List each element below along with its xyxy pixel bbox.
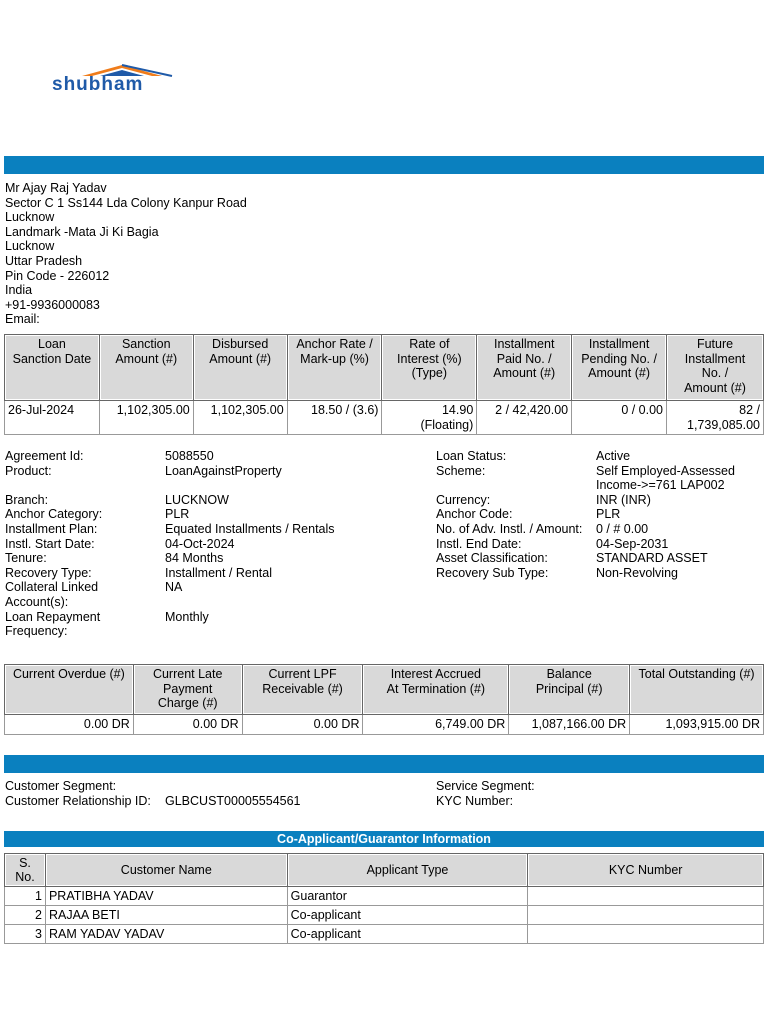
asset-classification-value: STANDARD ASSET bbox=[596, 551, 708, 566]
col-header: Customer Name bbox=[45, 854, 287, 887]
instl-end-date-label: Instl. End Date: bbox=[436, 536, 522, 551]
loan-details-left bbox=[5, 449, 425, 644]
loan-status-value: Active bbox=[596, 449, 631, 463]
loan-table-header-row bbox=[5, 335, 764, 401]
address-line: Sector C 1 Ss144 Lda Colony Kanpur Road bbox=[5, 195, 247, 210]
tenure-value: 84 Months bbox=[165, 551, 224, 566]
table-row bbox=[5, 715, 764, 735]
address-landmark: Landmark -Mata Ji Ki Bagia bbox=[5, 224, 159, 239]
table-cell: 82 / 1,739,085.00 bbox=[667, 401, 764, 435]
repayment-frequency-value: Monthly bbox=[165, 609, 209, 624]
loan-summary-table bbox=[4, 334, 764, 435]
collateral-value: NA bbox=[165, 580, 183, 595]
table-cell: 1,102,305.00 bbox=[193, 401, 287, 435]
currency-label: Currency: bbox=[436, 492, 491, 507]
address-phone: +91-9936000083 bbox=[5, 297, 100, 312]
col-header: Rate of Interest (%) (Type) bbox=[382, 335, 477, 401]
customer-name-cell: PRATIBHA YADAV bbox=[45, 887, 287, 906]
table-cell: 1,102,305.00 bbox=[99, 401, 193, 435]
col-header: Current Late Payment Charge (#) bbox=[133, 665, 242, 715]
company-logo bbox=[52, 62, 192, 95]
serial-number: 3 bbox=[5, 925, 46, 944]
customer-name-cell: RAM YADAV YADAV bbox=[45, 925, 287, 944]
relationship-id-value: GLBCUST00005554561 bbox=[165, 793, 301, 808]
instl-end-date-value: 04-Sep-2031 bbox=[596, 536, 669, 551]
address-city: Lucknow bbox=[5, 210, 55, 225]
relationship-id-label: Customer Relationship ID: bbox=[5, 793, 151, 808]
kyc-number-cell bbox=[528, 887, 764, 906]
table-cell: 0.00 DR bbox=[242, 715, 363, 735]
agreement-id-label: Agreement Id: bbox=[5, 449, 84, 463]
branch-value: LUCKNOW bbox=[165, 492, 229, 507]
table-cell: 14.90 (Floating) bbox=[382, 401, 477, 435]
logo-text: shubham bbox=[52, 74, 144, 95]
instl-start-date-value: 04-Oct-2024 bbox=[165, 536, 235, 551]
applicant-type-cell: Co-applicant bbox=[287, 925, 528, 944]
customer-segment-label: Customer Segment: bbox=[5, 779, 117, 793]
table-row bbox=[5, 925, 764, 944]
col-header: Loan Sanction Date bbox=[5, 335, 100, 401]
col-header: Total Outstanding (#) bbox=[630, 665, 764, 715]
installment-plan-value: Equated Installments / Rentals bbox=[165, 522, 335, 536]
table-cell: 1,093,915.00 DR bbox=[630, 715, 764, 735]
address-state: Uttar Pradesh bbox=[5, 253, 83, 268]
col-header: Future Installment No. / Amount (#) bbox=[667, 335, 764, 401]
address-district: Lucknow bbox=[5, 239, 55, 254]
repayment-frequency-label: Loan Repayment Frequency: bbox=[5, 609, 101, 639]
coapplicant-table bbox=[4, 853, 764, 944]
loan-details-right bbox=[436, 449, 766, 584]
address-country: India bbox=[5, 283, 33, 298]
applicant-type-cell: Co-applicant bbox=[287, 906, 528, 925]
address-pincode: Pin Code - 226012 bbox=[5, 268, 110, 283]
col-header: Current Overdue (#) bbox=[5, 665, 134, 715]
adv-instl-label: No. of Adv. Instl. / Amount: bbox=[436, 522, 583, 536]
scheme-label: Scheme: bbox=[436, 463, 486, 478]
table-cell: 0.00 DR bbox=[5, 715, 134, 735]
anchor-code-value: PLR bbox=[596, 507, 621, 522]
col-header: Installment Paid No. / Amount (#) bbox=[477, 335, 572, 401]
kyc-number-cell bbox=[528, 906, 764, 925]
coapplicant-header-row bbox=[5, 854, 764, 887]
customer-info-right bbox=[436, 779, 766, 809]
recovery-type-value: Installment / Rental bbox=[165, 565, 272, 580]
coapplicant-section-title: Co-Applicant/Guarantor Information bbox=[4, 831, 764, 847]
col-header: Disbursed Amount (#) bbox=[193, 335, 287, 401]
table-row bbox=[5, 401, 764, 435]
serial-number: 2 bbox=[5, 906, 46, 925]
table-row bbox=[5, 887, 764, 906]
anchor-category-label: Anchor Category: bbox=[5, 507, 103, 522]
col-header: Balance Principal (#) bbox=[509, 665, 630, 715]
section-bar bbox=[4, 156, 764, 174]
kyc-number-cell bbox=[528, 925, 764, 944]
product-label: Product: bbox=[5, 463, 52, 478]
kyc-number-label: KYC Number: bbox=[436, 793, 514, 808]
customer-name: Mr Ajay Raj Yadav bbox=[5, 181, 107, 195]
col-header: S. No. bbox=[5, 854, 46, 887]
table-cell: 2 / 42,420.00 bbox=[477, 401, 572, 435]
applicant-type-cell: Guarantor bbox=[287, 887, 528, 906]
recovery-sub-type-value: Non-Revolving bbox=[596, 565, 678, 580]
table-cell: 26-Jul-2024 bbox=[5, 401, 100, 435]
col-header: Applicant Type bbox=[287, 854, 528, 887]
agreement-id-value: 5088550 bbox=[165, 449, 214, 463]
instl-start-date-label: Instl. Start Date: bbox=[5, 536, 95, 551]
table-row bbox=[5, 906, 764, 925]
tenure-label: Tenure: bbox=[5, 551, 47, 566]
col-header: Current LPF Receivable (#) bbox=[242, 665, 363, 715]
branch-label: Branch: bbox=[5, 492, 49, 507]
customer-address bbox=[5, 181, 247, 327]
installment-plan-label: Installment Plan: bbox=[5, 522, 98, 536]
col-header: Interest Accrued At Termination (#) bbox=[363, 665, 509, 715]
customer-info-left bbox=[5, 779, 425, 809]
service-segment-label: Service Segment: bbox=[436, 779, 535, 793]
anchor-code-label: Anchor Code: bbox=[436, 507, 513, 522]
table-cell: 0 / 0.00 bbox=[572, 401, 667, 435]
collateral-label: Collateral Linked Account(s): bbox=[5, 580, 99, 609]
scheme-value: Self Employed-Assessed Income->=761 LAP002 bbox=[596, 463, 735, 493]
col-header: Sanction Amount (#) bbox=[99, 335, 193, 401]
product-value: LoanAgainstProperty bbox=[165, 463, 282, 478]
loan-status-label: Loan Status: bbox=[436, 449, 507, 463]
col-header: Installment Pending No. / Amount (#) bbox=[572, 335, 667, 401]
col-header: KYC Number bbox=[528, 854, 764, 887]
outstanding-header-row bbox=[5, 665, 764, 715]
table-cell: 0.00 DR bbox=[133, 715, 242, 735]
address-email: Email: bbox=[5, 312, 40, 327]
table-cell: 6,749.00 DR bbox=[363, 715, 509, 735]
section-bar bbox=[4, 755, 764, 773]
asset-classification-label: Asset Classification: bbox=[436, 551, 548, 566]
serial-number: 1 bbox=[5, 887, 46, 906]
anchor-category-value: PLR bbox=[165, 507, 190, 522]
table-cell: 18.50 / (3.6) bbox=[287, 401, 382, 435]
recovery-type-label: Recovery Type: bbox=[5, 565, 92, 580]
adv-instl-value: 0 / # 0.00 bbox=[596, 522, 649, 536]
recovery-sub-type-label: Recovery Sub Type: bbox=[436, 565, 549, 580]
customer-name-cell: RAJAA BETI bbox=[45, 906, 287, 925]
table-cell: 1,087,166.00 DR bbox=[509, 715, 630, 735]
outstanding-table bbox=[4, 664, 764, 735]
col-header: Anchor Rate / Mark-up (%) bbox=[287, 335, 382, 401]
currency-value: INR (INR) bbox=[596, 492, 651, 507]
